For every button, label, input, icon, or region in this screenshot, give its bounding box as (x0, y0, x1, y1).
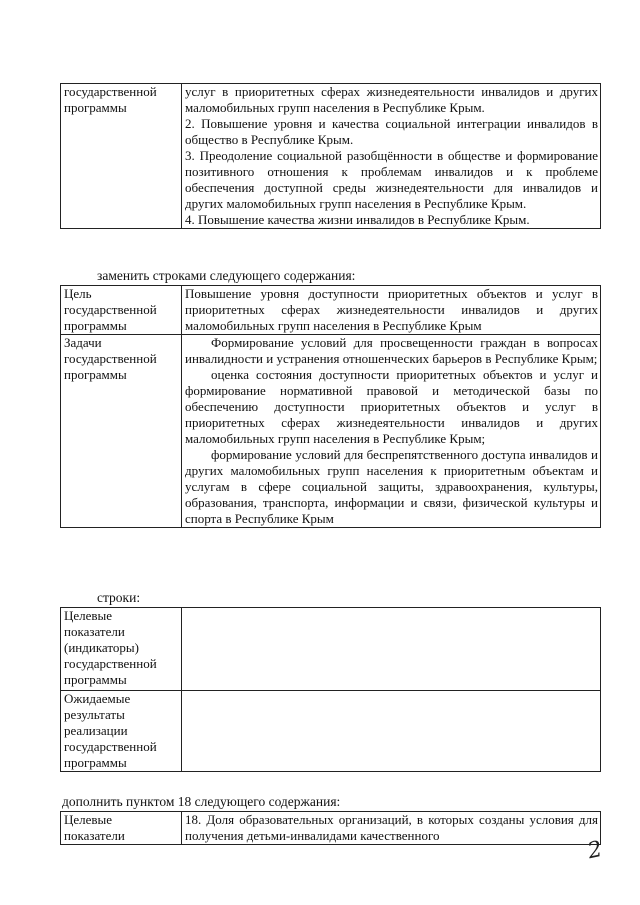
paragraph: Формирование условий для просвещенности граждан в вопросах инвалидности и устранения отношенческих барьеров в Республике Крым; (185, 335, 598, 366)
row-label-cell (61, 286, 182, 335)
row-label-line: государственной (64, 351, 157, 366)
row-content-cell-empty (182, 691, 601, 772)
row-label-cell (61, 608, 182, 691)
row-label-line: государственной (64, 739, 157, 754)
row-label-line: программы (64, 367, 127, 382)
row-label-cell (61, 812, 182, 845)
row-label-line: программы (64, 755, 127, 770)
table-row (61, 335, 601, 528)
table-indicators-item-18 (60, 811, 601, 845)
row-label-line: показатели (64, 624, 125, 639)
add-instruction: дополнить пунктом 18 следующего содержания: (62, 794, 341, 809)
row-label-line: государственной (64, 656, 157, 671)
table-program-tasks-continued (60, 83, 601, 229)
row-label-cell (61, 84, 182, 229)
handwritten-page-number: 2 (585, 836, 605, 865)
row-label-line: Целевые (64, 812, 113, 827)
table-row (61, 608, 601, 691)
table-row (61, 84, 601, 229)
paragraph: формирование условий для беспрепятственного доступа инвалидов и других маломобильных групп населения к приоритетным объектам и услугам в сфере социальной защиты, здравоохранения, культуры, образования, транспорта, информации и связи, физической культуры и спорта в Республике Крым (185, 447, 598, 526)
row-content-cell (182, 84, 601, 229)
paragraph: услуг в приоритетных сферах жизнедеятельности инвалидов и других маломобильных групп населения в Республике Крым. (185, 84, 598, 115)
paragraph: 3. Преодоление социальной разобщённости в обществе и формирование позитивного отношения к проблемам инвалидов и к проблеме обеспечения доступной среды жизнедеятельности для инвалидов и других маломобильных групп населения в Республике Крым. (185, 148, 598, 211)
row-label-line: показатели (64, 828, 125, 843)
paragraph: оценка состояния доступности приоритетных объектов и услуг и формирование нормативной правовой и методической базы по обеспечению доступности приоритетных объектов и услуг в приоритетных сферах жизнедеятельности инвалидов и других маломобильных групп населения в Республике Крым; (185, 367, 598, 446)
row-label-line: программы (64, 672, 127, 687)
row-label-cell (61, 691, 182, 772)
table-row (61, 286, 601, 335)
table-goal-and-tasks (60, 285, 601, 528)
rows-instruction: строки: (97, 590, 141, 605)
row-content-cell-empty (182, 608, 601, 691)
row-label-line: результаты (64, 707, 125, 722)
row-label-line: Ожидаемые (64, 691, 131, 706)
row-label-line: Задачи (64, 335, 102, 350)
row-label-line: Цель (64, 286, 92, 301)
table-row (61, 691, 601, 772)
paragraph: 18. Доля образовательных организаций, в которых созданы условия для получения детьми-инвалидами качественного (185, 812, 598, 843)
row-label-line: (индикаторы) (64, 640, 139, 655)
row-label-cell (61, 335, 182, 528)
row-label-line: государственной (64, 302, 157, 317)
row-label-line: Целевые (64, 608, 113, 623)
paragraph: 2. Повышение уровня и качества социальной интеграции инвалидов в общество в Республике Крым. (185, 116, 598, 147)
paragraph: 4. Повышение качества жизни инвалидов в Республике Крым. (185, 212, 530, 227)
table-row (61, 812, 601, 845)
table-indicators-and-results (60, 607, 601, 772)
paragraph: Повышение уровня доступности приоритетных объектов и услуг в приоритетных сферах жизнедеятельности инвалидов и других маломобильных групп населения в Республике Крым (185, 286, 598, 333)
row-label-line: государственной (64, 84, 157, 99)
row-content-cell (182, 335, 601, 528)
row-label-line: программы (64, 318, 127, 333)
row-label-line: реализации (64, 723, 128, 738)
row-content-cell (182, 286, 601, 335)
row-label-line: программы (64, 100, 127, 115)
replace-instruction: заменить строками следующего содержания: (97, 268, 356, 283)
row-content-cell (182, 812, 601, 845)
